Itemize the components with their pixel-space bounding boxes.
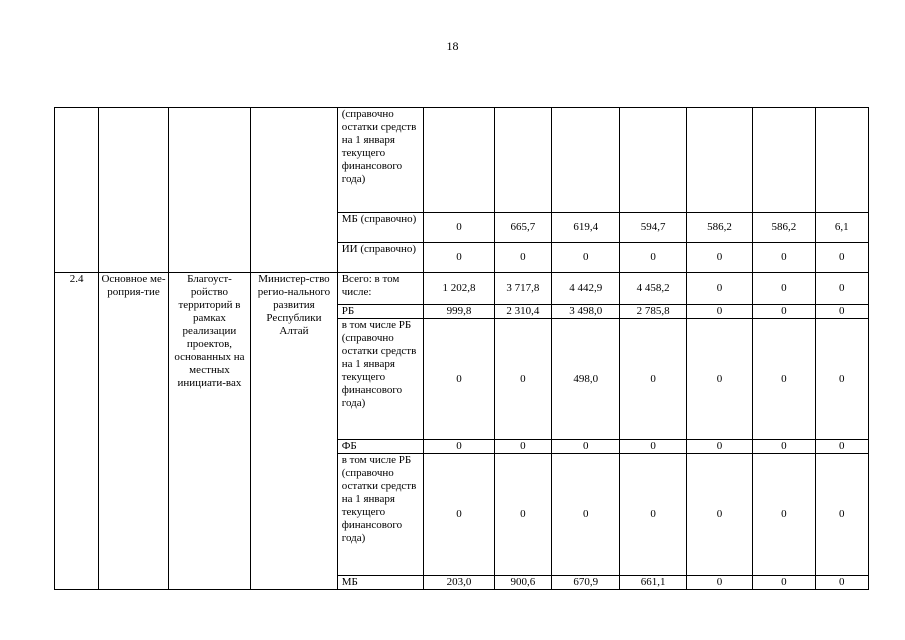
- number-cell: [55, 108, 99, 273]
- measure-executor: Министер-ство регио-нального развития Республики Алтай: [251, 273, 338, 590]
- name-cell: [168, 108, 251, 273]
- value-cell: 1 202,8: [424, 273, 494, 305]
- value-cell: 0: [686, 454, 752, 576]
- type-cell: [99, 108, 168, 273]
- value-cell: 0: [815, 305, 868, 319]
- source-cell: в том числе РБ (справочно остатки средств на 1 января текущего финансового года): [337, 454, 424, 576]
- value-cell: 0: [494, 243, 551, 273]
- executor-cell: [251, 108, 338, 273]
- value-cell: [494, 108, 551, 213]
- source-cell: ИИ (справочно): [337, 243, 424, 273]
- value-cell: 0: [753, 454, 815, 576]
- value-cell: 0: [494, 440, 551, 454]
- value-cell: 0: [753, 319, 815, 440]
- value-cell: 900,6: [494, 576, 551, 590]
- value-cell: 0: [552, 440, 620, 454]
- value-cell: 0: [686, 319, 752, 440]
- value-cell: 0: [424, 440, 494, 454]
- value-cell: [686, 108, 752, 213]
- value-cell: 999,8: [424, 305, 494, 319]
- value-cell: 0: [686, 273, 752, 305]
- value-cell: 586,2: [753, 213, 815, 243]
- measure-name: Благоуст-ройство территорий в рамках реализации проектов, основанных на местных инициати-вах: [168, 273, 251, 590]
- value-cell: 203,0: [424, 576, 494, 590]
- value-cell: 0: [620, 440, 686, 454]
- value-cell: 498,0: [552, 319, 620, 440]
- value-cell: 0: [753, 273, 815, 305]
- value-cell: [552, 108, 620, 213]
- value-cell: 586,2: [686, 213, 752, 243]
- source-cell: МБ: [337, 576, 424, 590]
- value-cell: 0: [815, 454, 868, 576]
- source-cell: (справочно остатки средств на 1 января текущего финансового года): [337, 108, 424, 213]
- value-cell: 594,7: [620, 213, 686, 243]
- table-row: [55, 108, 869, 213]
- source-cell: в том числе РБ (справочно остатки средств на 1 января текущего финансового года): [337, 319, 424, 440]
- value-cell: 0: [815, 576, 868, 590]
- value-cell: [815, 108, 868, 213]
- measure-type: Основное ме-роприя-тие: [99, 273, 168, 590]
- page-number: 18: [446, 39, 459, 53]
- value-cell: 661,1: [620, 576, 686, 590]
- value-cell: 0: [686, 576, 752, 590]
- value-cell: 0: [753, 305, 815, 319]
- value-cell: [424, 108, 494, 213]
- value-cell: 0: [494, 454, 551, 576]
- value-cell: 0: [815, 440, 868, 454]
- value-cell: 0: [424, 454, 494, 576]
- value-cell: 3 498,0: [552, 305, 620, 319]
- value-cell: 0: [424, 213, 494, 243]
- value-cell: 0: [424, 243, 494, 273]
- value-cell: 0: [620, 243, 686, 273]
- measure-number: 2.4: [55, 273, 99, 590]
- source-cell: МБ (справочно): [337, 213, 424, 243]
- value-cell: 0: [815, 273, 868, 305]
- value-cell: 0: [552, 454, 620, 576]
- value-cell: 0: [753, 576, 815, 590]
- value-cell: 0: [815, 243, 868, 273]
- value-cell: 2 785,8: [620, 305, 686, 319]
- value-cell: 0: [753, 243, 815, 273]
- table-row: [55, 273, 869, 305]
- value-cell: 0: [494, 319, 551, 440]
- value-cell: 2 310,4: [494, 305, 551, 319]
- value-cell: 0: [620, 319, 686, 440]
- value-cell: 0: [686, 305, 752, 319]
- value-cell: 6,1: [815, 213, 868, 243]
- value-cell: [753, 108, 815, 213]
- value-cell: 670,9: [552, 576, 620, 590]
- value-cell: 4 442,9: [552, 273, 620, 305]
- value-cell: [620, 108, 686, 213]
- source-cell: ФБ: [337, 440, 424, 454]
- source-cell: РБ: [337, 305, 424, 319]
- value-cell: 3 717,8: [494, 273, 551, 305]
- value-cell: 0: [552, 243, 620, 273]
- budget-table: [54, 107, 869, 590]
- value-cell: 0: [753, 440, 815, 454]
- value-cell: 619,4: [552, 213, 620, 243]
- source-cell: Всего: в том числе:: [337, 273, 424, 305]
- value-cell: 4 458,2: [620, 273, 686, 305]
- value-cell: 0: [686, 243, 752, 273]
- value-cell: 0: [424, 319, 494, 440]
- value-cell: 0: [620, 454, 686, 576]
- value-cell: 0: [686, 440, 752, 454]
- value-cell: 665,7: [494, 213, 551, 243]
- value-cell: 0: [815, 319, 868, 440]
